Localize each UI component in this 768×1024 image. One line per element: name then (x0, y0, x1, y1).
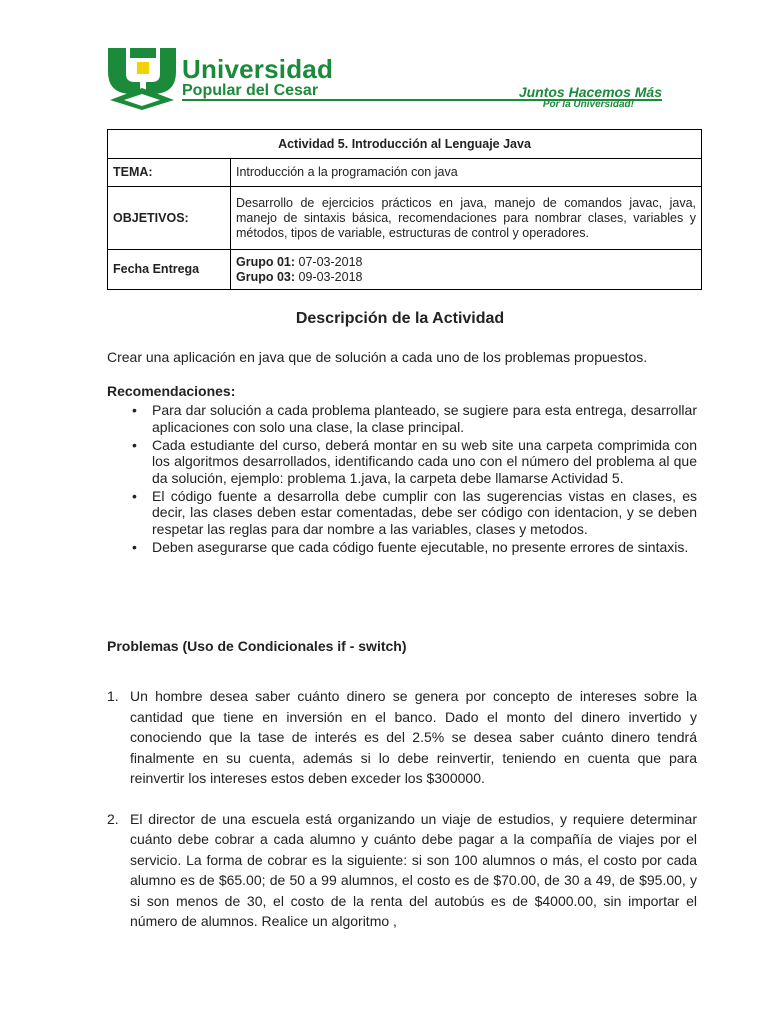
recommendation-text: El código fuente a desarrolla debe cumplir con las sugerencias vistas en clases, es decir, las clases deben estar comentadas, debe ser código con identacion, y se deben respetar las reglas para dar nombre a las variables, clases y metodos. (152, 487, 697, 537)
problems-title: Problemas (Uso de Condicionales if - switch) (107, 638, 407, 654)
table-row-tema (108, 159, 702, 187)
tema-value: Introducción a la programación con java (231, 159, 702, 187)
grupo3-label: Grupo 03: (236, 269, 296, 284)
fecha-label: Fecha Entrega (108, 250, 231, 290)
university-name (182, 56, 333, 100)
table-row-fecha (108, 250, 702, 290)
slogan-line1: Juntos Hacemos Más (518, 84, 662, 100)
university-name-line1: Universidad (182, 54, 334, 84)
bullet-icon: • (132, 487, 137, 504)
grupo1-label: Grupo 01: (236, 254, 296, 269)
grupo3-line (236, 270, 696, 285)
grupo1-date: 07-03-2018 (298, 254, 363, 269)
recommendation-text: Deben asegurarse que cada código fuente ejecutable, no presente errores de sintaxis. (152, 538, 689, 555)
activity-title: Actividad 5. Introducción al Lenguaje Java (108, 130, 702, 159)
problem-number: 2. (107, 810, 119, 827)
grupo1-line (236, 255, 696, 270)
problem-text: El director de una escuela está organizando un viaje de estudios, y requiere determinar cuánto debe cobrar a cada alumno y cuánto debe pagar a la compañía de viajes por el servicio. La forma de cobrar es la siguiente: si son 100 alumnos o más, el costo por cada alumno es de $65.00; de 50 a 99 alumnos, el costo es de $70.00, de 30 a 49, de $95.00, y si son menos de 30, el costo de la renta del autobús es de $4000.00, sin importar el número de alumnos. Realice un algoritmo , (130, 810, 697, 929)
problem-text: Un hombre desea saber cuánto dinero se genera por concepto de intereses sobre la cantidad que tiene en inversión en el banco. Dado el monto del dinero invertido y conociendo que la tase de interés es del 2.5% se desea saber cuánto dinero tendrá finalmente en su cuenta, además si lo debe reinvertir, teniendo en cuenta que para reinvertir los intereses estos deben exceder los $300000. (130, 688, 697, 786)
slogan (474, 85, 662, 111)
list-item (107, 686, 697, 789)
list-item (107, 437, 697, 487)
activity-info-table (107, 129, 702, 290)
bullet-icon: • (132, 538, 137, 555)
objetivos-label: OBJETIVOS: (108, 187, 231, 250)
intro-paragraph: Crear una aplicación en java que de solución a cada uno de los problemas propuestos. (107, 349, 648, 365)
problem-number: 1. (107, 688, 119, 704)
problems-list (107, 686, 697, 932)
list-item (107, 488, 697, 538)
recommendation-text: Cada estudiante del curso, deberá montar en su web site una carpeta comprimida con los algoritmos desarrollados, identificando cada uno con el número del problema al que da solución, ejemplo: problema 1.java, la carpeta debe llamarse Actividad 5. (152, 436, 697, 486)
table-row-title (108, 130, 702, 159)
tema-label: TEMA: (108, 159, 231, 187)
university-logo-icon (106, 44, 178, 110)
recommendations-title: Recomendaciones: (107, 383, 236, 399)
bullet-icon: • (132, 436, 137, 453)
fecha-value (231, 250, 702, 290)
recommendation-text: Para dar solución a cada problema planteado, se sugiere para esta entrega, desarrollar aplicaciones con solo una clase, la clase principal. (152, 402, 697, 435)
table-row-objetivos (108, 187, 702, 250)
bullet-icon: • (132, 402, 137, 418)
list-item (107, 402, 697, 435)
recommendations-list (107, 402, 697, 557)
slogan-line2: Por la Universidad! (542, 99, 634, 110)
list-item (107, 809, 697, 932)
grupo3-date: 09-03-2018 (298, 269, 363, 284)
section-title-descripcion: Descripción de la Actividad (295, 310, 505, 327)
university-name-line2: Popular del Cesar (182, 82, 319, 99)
list-item (107, 539, 697, 556)
objetivos-value: Desarrollo de ejercicios prácticos en java, manejo de comandos javac, java, manejo de sintaxis básica, recomendaciones para nombrar clases, variables y métodos, tipos de variable, estructuras de control y operadores. (231, 187, 702, 250)
